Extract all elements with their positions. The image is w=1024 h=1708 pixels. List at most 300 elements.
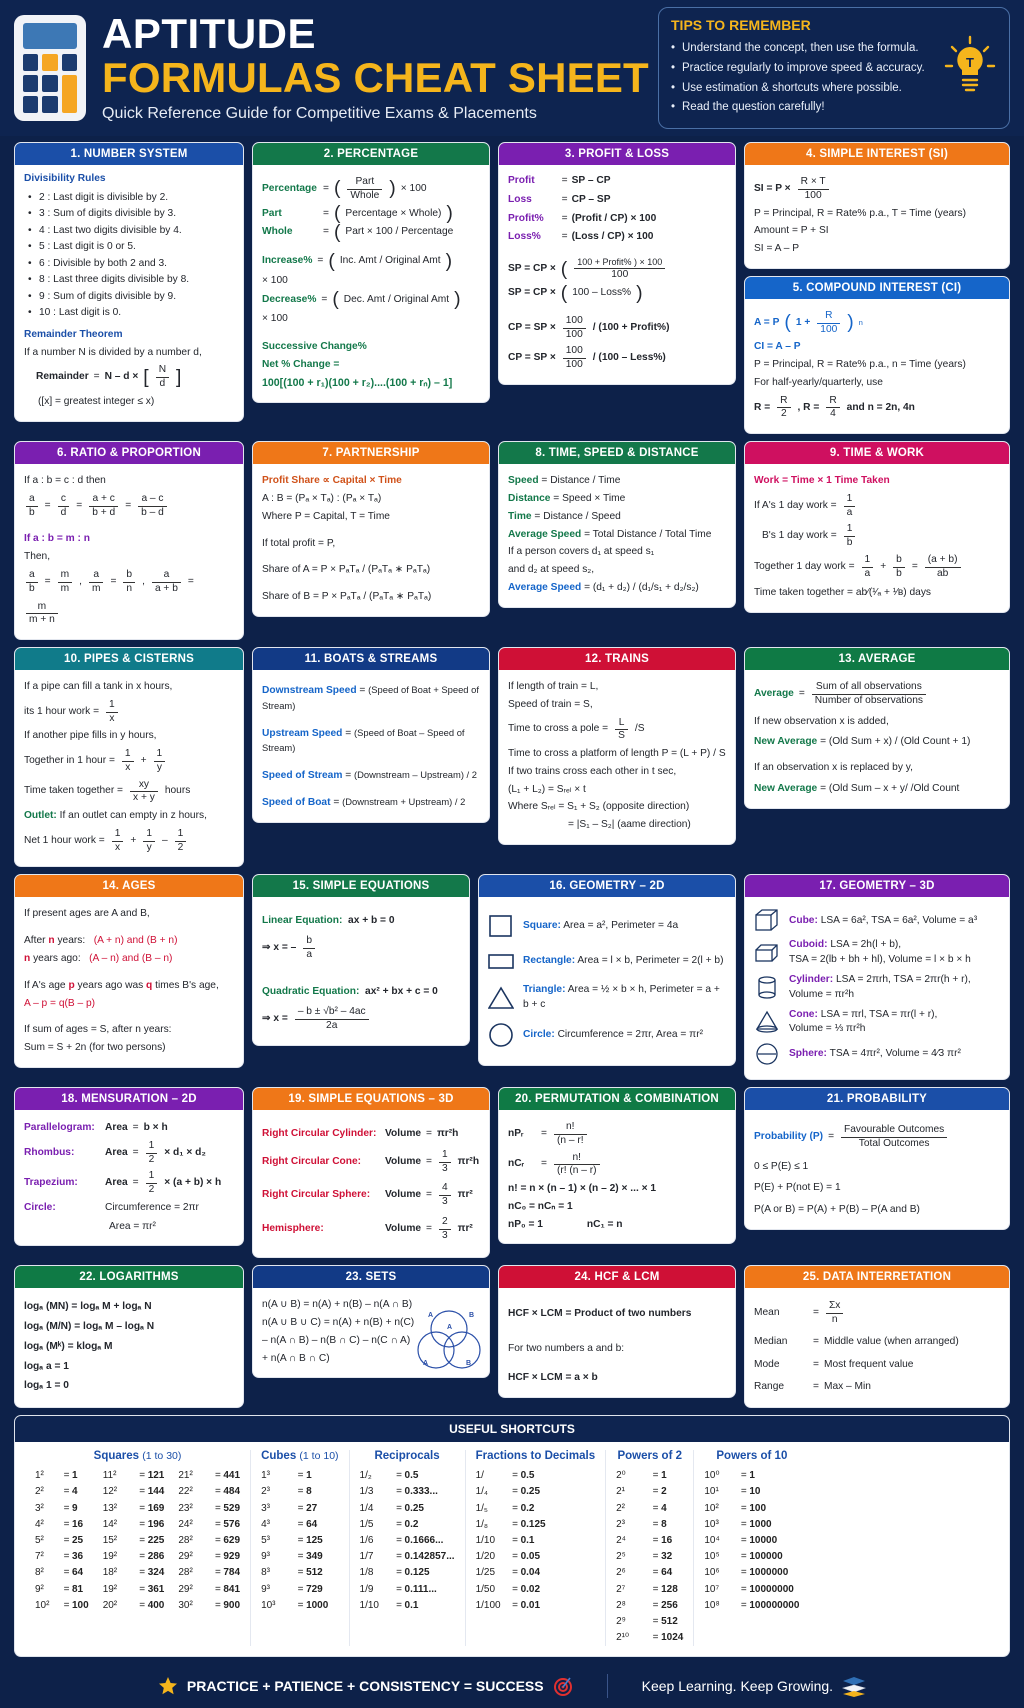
formula-rate-adjust bbox=[754, 395, 1000, 422]
equals-sign: = bbox=[798, 687, 805, 699]
formula-label: Downstream Speed bbox=[262, 685, 357, 697]
equals-sign: = bbox=[828, 1130, 835, 1142]
numerator: a + c bbox=[89, 493, 118, 507]
shape-formula-2: TSA = 2(lb + bh + hl), Volume = l × b × h bbox=[789, 954, 971, 966]
geometry3d-row-cuboid bbox=[754, 938, 1000, 968]
calculator-icon bbox=[14, 15, 86, 121]
formula-cross-pole bbox=[508, 717, 726, 744]
card-body bbox=[15, 1288, 243, 1407]
shortcut-row: 1/4 = 0.25 bbox=[359, 1502, 424, 1514]
denominator: d bbox=[159, 378, 166, 390]
calculator-screen bbox=[23, 23, 77, 49]
shortcut-row: 9³ = 729 bbox=[261, 1583, 323, 1595]
numerator: Sum of all observations bbox=[812, 681, 926, 695]
paren-open: ( bbox=[333, 202, 341, 225]
text-part: years ago: bbox=[33, 952, 81, 964]
formula-key: Volume bbox=[385, 1222, 422, 1234]
card-average bbox=[744, 647, 1010, 809]
shortcut-row: 1/ = 0.5 bbox=[475, 1470, 535, 1482]
formula-value: ax² + bx + c = 0 bbox=[365, 985, 438, 997]
formula-text: If length of train = L, bbox=[508, 681, 599, 693]
denominator: (n – r! bbox=[556, 1134, 584, 1146]
formula-probability bbox=[754, 1124, 1000, 1151]
formula-value: (Downstream – Upstream) / 2 bbox=[354, 769, 477, 781]
reciprocals-col-1 bbox=[360, 1468, 455, 1614]
paren-open: ( bbox=[328, 249, 335, 272]
fraction bbox=[154, 748, 166, 775]
denominator: 100 bbox=[611, 269, 629, 281]
paren-open: ( bbox=[784, 311, 791, 334]
card-body bbox=[15, 670, 243, 866]
denominator: 2a bbox=[326, 1020, 338, 1032]
geometry-text bbox=[789, 914, 977, 929]
venn-label: A bbox=[428, 1312, 434, 1320]
formula-tail: /S bbox=[634, 723, 645, 735]
denominator: 100 bbox=[565, 328, 583, 340]
formula-cp-loss bbox=[508, 345, 726, 372]
formula-b-day-work bbox=[762, 523, 1000, 550]
denominator: n bbox=[831, 1314, 838, 1326]
shortcut-row: 2⁵ = 32 bbox=[616, 1551, 673, 1563]
formula-average-speed: Average Speed = Total Distance / Total Time bbox=[508, 528, 712, 540]
page-title-primary: APTITUDE bbox=[102, 10, 316, 58]
formula-average-speed-2: Average Speed = (d₁ + d₂) / (d₁/s₁ + d₂/s₂) bbox=[508, 581, 699, 593]
shortcut-row: 19² = 361 bbox=[102, 1583, 165, 1595]
formula-label: Percentage bbox=[262, 182, 317, 194]
row-value: CP – SP bbox=[571, 193, 611, 205]
card-probability bbox=[744, 1087, 1010, 1230]
formula-range: 0 ≤ P(E) ≤ 1 bbox=[754, 1160, 809, 1172]
bracket-open: [ bbox=[143, 365, 149, 388]
formula-value: (Old Sum + x) / (Old Count + 1) bbox=[828, 736, 971, 748]
card-title: 15. SIMPLE EQUATIONS bbox=[253, 875, 469, 897]
table-row bbox=[508, 191, 660, 210]
numerator: a – c bbox=[138, 493, 167, 507]
shortcut-row: 10² = 100 bbox=[704, 1502, 767, 1514]
fraction bbox=[844, 523, 856, 550]
square-shape bbox=[488, 913, 514, 939]
formula-lhs: ⇒ x = bbox=[262, 1013, 288, 1025]
formula-value: (Speed of Boat – Speed of Stream) bbox=[262, 726, 465, 754]
fraction bbox=[841, 1124, 947, 1151]
card-boats-streams bbox=[252, 647, 490, 823]
shape-formula: Area = l × b, Perimeter = 2(l + b) bbox=[577, 954, 724, 966]
equals-sign: = bbox=[813, 1335, 819, 1347]
geometry3d-row-cube bbox=[754, 909, 1000, 933]
card-logarithms bbox=[14, 1265, 244, 1408]
formula-after-years bbox=[24, 934, 234, 949]
formula-body: Part × 100 / Percentage bbox=[345, 226, 454, 238]
shape-label: Triangle: bbox=[523, 984, 566, 996]
fraction bbox=[615, 717, 628, 744]
formula-share-b: Share of B = P × PₐTₐ / (PₐTₐ ∗ PₐTₐ) bbox=[262, 591, 432, 603]
numerator: n! bbox=[554, 1152, 600, 1166]
log-lhs: logₐ 1 bbox=[24, 1380, 52, 1392]
formula-sphere-volume bbox=[262, 1182, 480, 1209]
formula-new-average-added: New Average = (Old Sum + x) / (Old Count + 1) bbox=[754, 736, 971, 748]
formula-quadratic bbox=[262, 985, 460, 1000]
geometry-text bbox=[523, 983, 726, 1013]
formula-value: (d₁ + d₂) / (d₁/s₁ + d₂/s₂) bbox=[592, 581, 699, 593]
formula-legend: P = Principal, R = Rate% p.a., T = Time (years) bbox=[754, 207, 967, 219]
shortcut-row: 9³ = 349 bbox=[261, 1551, 323, 1563]
divisibility-rules-list bbox=[26, 190, 234, 322]
card-body bbox=[745, 165, 1009, 268]
denominator: b – d bbox=[141, 506, 164, 518]
card-time-speed-distance bbox=[498, 441, 736, 607]
denominator: b bbox=[846, 537, 853, 549]
formula-text: Speed of train = S, bbox=[508, 698, 593, 710]
denominator: m bbox=[91, 582, 101, 594]
shortcut-row: 11² = 121 bbox=[102, 1470, 165, 1482]
card-title: 5. COMPOUND INTEREST (CI) bbox=[745, 277, 1009, 299]
geometry-text bbox=[789, 938, 971, 968]
shape-formula: LSA = 2h(l + b), bbox=[830, 939, 902, 951]
fraction bbox=[563, 345, 586, 372]
denominator: x bbox=[125, 761, 131, 773]
shape-label: Circle: bbox=[24, 1201, 56, 1213]
numerator: 1 bbox=[844, 493, 856, 507]
formula-value: (A + n) and (B + n) bbox=[93, 935, 178, 947]
fraction bbox=[156, 364, 169, 391]
row-label: Profit bbox=[508, 175, 535, 186]
squares-col-1 bbox=[35, 1468, 89, 1614]
geometry-row-square bbox=[488, 913, 726, 939]
shortcut-row: 2⁸ = 256 bbox=[616, 1599, 678, 1611]
equals-sign: = bbox=[541, 1127, 547, 1139]
text-part: After bbox=[24, 935, 46, 947]
shape-label: Cone: bbox=[789, 1008, 818, 1020]
formula-value: × d₁ × d₂ bbox=[164, 1146, 206, 1158]
tips-item: • Use estimation & shortcuts where possible. bbox=[671, 79, 997, 99]
card-body bbox=[745, 670, 1009, 808]
shape-label: Trapezium: bbox=[24, 1177, 78, 1189]
card-body bbox=[253, 670, 489, 822]
fraction bbox=[143, 828, 155, 855]
formula-text: (L₁ + L₂) = Sᵣₑₗ × t bbox=[508, 783, 586, 795]
geometry-text bbox=[523, 1028, 703, 1043]
shortcut-row: 29² = 929 bbox=[178, 1551, 241, 1563]
formula-text: If a pipe can fill a tank in x hours, bbox=[24, 681, 173, 693]
equals-sign: = bbox=[44, 575, 51, 587]
column-title-text: Squares bbox=[93, 1450, 140, 1463]
grid-row-4 bbox=[14, 874, 1010, 1080]
formula-label: Remainder bbox=[36, 371, 89, 383]
card-ratio-proportion bbox=[14, 441, 244, 640]
formula-lhs: R = bbox=[754, 401, 771, 413]
numerator: a bbox=[26, 569, 38, 583]
card-title: 23. SETS bbox=[253, 1266, 489, 1288]
formula-text: Time to cross a pole = bbox=[508, 723, 609, 735]
denominator: b bbox=[896, 567, 902, 579]
denominator: 3 bbox=[442, 1196, 448, 1208]
formula-label: Speed of Stream bbox=[262, 770, 343, 782]
column-title bbox=[360, 1450, 455, 1462]
denominator: 2 bbox=[780, 408, 787, 420]
stat-label: Median bbox=[754, 1335, 788, 1347]
formula-range-stat bbox=[754, 1380, 1000, 1395]
fraction bbox=[58, 493, 70, 520]
formula-decrease bbox=[262, 288, 480, 328]
formula-amount bbox=[754, 310, 1000, 337]
denominator: d bbox=[60, 506, 67, 518]
calc-key bbox=[42, 75, 57, 92]
shortcut-row: 10⁶ = 1000000 bbox=[704, 1567, 789, 1579]
card-body bbox=[745, 1288, 1009, 1407]
formula-sp-loss bbox=[508, 281, 726, 304]
formula-text: Then, bbox=[24, 551, 51, 563]
shortcut-row: 2⁶ = 64 bbox=[616, 1567, 673, 1579]
fraction bbox=[862, 554, 874, 581]
log-row: logₐ (M/N) = logₐ M – logₐ N bbox=[24, 1321, 155, 1333]
formula-label: Distance bbox=[508, 492, 551, 504]
card-body bbox=[745, 1110, 1009, 1229]
formula-text: If a person covers d₁ at speed s₁ bbox=[508, 546, 655, 558]
formula-value: πr² bbox=[457, 1222, 473, 1234]
numerator: 1 bbox=[154, 748, 166, 762]
formula-body: N – d × bbox=[104, 371, 139, 383]
tips-item: • Read the question carefully! bbox=[671, 98, 997, 118]
formula-text: B's 1 day work = bbox=[762, 530, 837, 542]
numerator: Part bbox=[347, 176, 382, 190]
formula-text: If two trains cross each other in t sec, bbox=[508, 765, 677, 777]
geometry3d-row-cylinder bbox=[754, 973, 1000, 1003]
page-subtitle: Quick Reference Guide for Competitive Exams & Placements bbox=[102, 104, 537, 122]
list-item: • 4 : Last two digits divisible by 4. bbox=[26, 223, 234, 240]
comma: , bbox=[79, 575, 82, 587]
calc-key bbox=[42, 54, 57, 71]
numerator: b bbox=[123, 569, 135, 583]
paren-close: ) bbox=[636, 281, 643, 304]
geometry3d-row-cone bbox=[754, 1008, 1000, 1038]
formula-hemisphere-volume bbox=[262, 1216, 480, 1243]
formula-text: Where Sᵣₑₗ = S₁ + S₂ (opposite direction) bbox=[508, 801, 690, 813]
section-label: Successive Change% bbox=[262, 341, 367, 353]
formula-whole bbox=[262, 220, 480, 243]
formula-text: If new observation x is added, bbox=[754, 715, 889, 727]
denominator: m + n bbox=[29, 614, 55, 626]
shortcut-row: 13² = 169 bbox=[102, 1502, 165, 1514]
shortcut-row: 1/20 = 0.05 bbox=[475, 1551, 541, 1563]
fraction bbox=[146, 1140, 158, 1167]
formula-tail: hours bbox=[164, 785, 191, 797]
shortcut-row: 22² = 484 bbox=[178, 1486, 241, 1498]
card-title: 6. RATIO & PROPORTION bbox=[15, 442, 243, 464]
formula-label: Net % Change = bbox=[262, 358, 340, 370]
formula-body: 100 – Loss% bbox=[572, 287, 632, 299]
variable: p bbox=[68, 979, 75, 991]
denominator: 2 bbox=[148, 1153, 155, 1165]
shortcut-row: 1/3 = 0.333... bbox=[359, 1486, 438, 1498]
shortcuts-col-squares bbox=[25, 1450, 250, 1646]
formula-tail: / (100 + Profit%) bbox=[592, 321, 670, 333]
venn-label: A bbox=[423, 1360, 429, 1368]
card-body bbox=[745, 464, 1009, 612]
venn-label: A bbox=[447, 1324, 453, 1332]
formula-amount: Amount = P + SI bbox=[754, 225, 829, 237]
equals-sign: = bbox=[44, 499, 51, 511]
card-title: 11. BOATS & STREAMS bbox=[253, 648, 489, 670]
row-label: Profit% bbox=[508, 212, 544, 224]
numerator: 1 bbox=[439, 1149, 451, 1163]
card-body bbox=[479, 897, 735, 1065]
books-icon bbox=[842, 1675, 866, 1697]
shortcuts-title: USEFUL SHORTCUTS bbox=[15, 1416, 1009, 1442]
fraction bbox=[798, 176, 829, 203]
formula-ncr bbox=[508, 1152, 726, 1179]
formula-grid bbox=[0, 136, 1024, 1657]
column-title bbox=[261, 1450, 338, 1462]
useful-shortcuts-panel bbox=[14, 1415, 1010, 1657]
formula-time-taken bbox=[24, 779, 234, 806]
calc-key bbox=[23, 75, 38, 92]
card-title: 21. PROBABILITY bbox=[745, 1088, 1009, 1110]
formula-label: Time bbox=[508, 510, 532, 522]
section-label: Divisibility Rules bbox=[24, 173, 106, 184]
denominator: y bbox=[146, 841, 152, 853]
card-simple-equations-3d bbox=[252, 1087, 490, 1258]
formula-mid: , R = bbox=[797, 401, 820, 413]
calc-key bbox=[23, 96, 38, 113]
numerator: n! bbox=[554, 1121, 587, 1135]
log-lhs: logₐ a bbox=[24, 1360, 52, 1372]
calc-key bbox=[23, 54, 38, 71]
card-body bbox=[253, 1288, 489, 1377]
star-icon bbox=[158, 1676, 178, 1696]
denominator: 3 bbox=[442, 1162, 448, 1174]
shortcut-row: 2³ = 8 bbox=[261, 1486, 312, 1498]
numerator: 100 + Profit% ) × 100 bbox=[574, 257, 665, 269]
shortcut-row: 10⁰ = 1 bbox=[704, 1470, 755, 1482]
card-percentage bbox=[252, 142, 490, 403]
shortcut-row: 2⁷ = 128 bbox=[616, 1583, 678, 1595]
shortcut-row: 10¹ = 10 bbox=[704, 1486, 761, 1498]
formula-lhs: CP = SP × bbox=[508, 352, 556, 364]
card-title: 20. PERMUTATION & COMBINATION bbox=[499, 1088, 735, 1110]
shortcut-row: 10² = 100 bbox=[35, 1599, 89, 1611]
formula-label: Outlet: bbox=[24, 810, 57, 822]
formula-body: Dec. Amt / Original Amt bbox=[343, 293, 450, 305]
equals-sign: = bbox=[323, 207, 329, 219]
formula-text: its 1 hour work = bbox=[24, 705, 100, 717]
formula-median bbox=[754, 1335, 1000, 1350]
formula-union-3: n(A ∪ B ∪ C) = n(A) + n(B) + n(C) bbox=[262, 1317, 415, 1329]
formula-key: Area bbox=[105, 1122, 128, 1134]
powers2-col-1 bbox=[616, 1468, 683, 1646]
page-header bbox=[0, 0, 1024, 136]
formula-key: Volume bbox=[385, 1189, 422, 1201]
numerator: m bbox=[58, 569, 73, 583]
formula-label: Linear Equation: bbox=[262, 915, 343, 927]
geometry-row-circle bbox=[488, 1022, 726, 1048]
shape-label: Cylinder: bbox=[789, 973, 834, 985]
shortcut-row: 1³ = 1 bbox=[261, 1470, 312, 1482]
shape-formula: LSA = πrl, TSA = πr(l + r), bbox=[820, 1008, 938, 1020]
formula-text: Where P = Capital, T = Time bbox=[262, 510, 390, 522]
shortcuts-col-cubes bbox=[250, 1450, 348, 1646]
equals-sign: = bbox=[125, 499, 132, 511]
denominator: 2 bbox=[177, 841, 184, 853]
formula-value: πr²h bbox=[437, 1128, 459, 1140]
shortcut-row: 1/50 = 0.02 bbox=[475, 1583, 541, 1595]
fraction bbox=[554, 1121, 587, 1148]
formula-text: If an outlet can empty in z hours, bbox=[59, 810, 207, 822]
stat-value: Middle value (when arranged) bbox=[823, 1335, 959, 1347]
column-title bbox=[616, 1450, 683, 1462]
formula-time: Time = Distance / Speed bbox=[508, 510, 621, 522]
card-trains bbox=[498, 647, 736, 845]
stat-value: Max – Min bbox=[823, 1381, 871, 1393]
table-row bbox=[508, 228, 660, 247]
squares-col-3 bbox=[178, 1468, 240, 1614]
numerator: L bbox=[615, 717, 628, 731]
shortcut-row: 2² = 4 bbox=[35, 1486, 78, 1498]
equals-sign: = bbox=[317, 255, 324, 267]
formula-percentage bbox=[262, 176, 480, 203]
numerator: – b ± √b² – 4ac bbox=[295, 1006, 369, 1020]
list-item: • 6 : Divisible by both 2 and 3. bbox=[26, 256, 234, 273]
formula-union-2: n(A ∪ B) = n(A) + n(B) – n(A ∩ B) bbox=[262, 1299, 413, 1311]
shortcut-row: 2⁴ = 16 bbox=[616, 1535, 673, 1546]
paren-close: ) bbox=[389, 177, 396, 200]
venn-diagram bbox=[413, 1307, 485, 1375]
card-body bbox=[499, 1288, 735, 1396]
numerator: (a + b) bbox=[925, 554, 961, 568]
formula-pipe-1hr bbox=[24, 699, 234, 726]
denominator: 4 bbox=[830, 408, 836, 420]
sphere-shape bbox=[754, 1042, 780, 1066]
shortcut-row: 21² = 441 bbox=[178, 1470, 241, 1482]
equals-sign: = bbox=[541, 1158, 547, 1170]
shortcut-row: 1/10 = 0.1 bbox=[475, 1535, 535, 1546]
numerator: m bbox=[26, 601, 58, 615]
numerator: 100 bbox=[563, 345, 586, 359]
formula-linear bbox=[262, 914, 460, 929]
formula-ci: CI = A – P bbox=[754, 341, 801, 353]
geometry-text bbox=[523, 954, 723, 969]
formula-value: Total Distance / Total Time bbox=[592, 528, 712, 540]
formula-new-average-replaced: New Average = (Old Sum – x + y/ /Old Count bbox=[754, 782, 960, 794]
card-title: 16. GEOMETRY – 2D bbox=[479, 875, 735, 897]
fraction bbox=[175, 828, 187, 855]
formula-label: Probability (P) bbox=[754, 1130, 824, 1142]
formula-value: πr² bbox=[457, 1189, 473, 1201]
formula-text: If a : b = m : n bbox=[24, 533, 90, 545]
equals-sign: = bbox=[132, 1177, 139, 1189]
shape-formula: Area = ½ × b × h, Perimeter = a + b + c bbox=[523, 984, 720, 1011]
numerator: 1 bbox=[175, 828, 187, 842]
numerator: b bbox=[303, 935, 315, 949]
denominator: a + b bbox=[154, 582, 178, 594]
shortcut-row: 10³ = 1000 bbox=[704, 1518, 772, 1530]
denominator: a bbox=[864, 567, 871, 579]
formula-value: Circumference = 2πr bbox=[105, 1201, 199, 1213]
shortcut-row: 4² = 16 bbox=[35, 1518, 84, 1530]
formula-stream-speed: Speed of Stream = (Downstream – Upstream) / 2 bbox=[262, 769, 477, 782]
powers10-col-1 bbox=[704, 1468, 799, 1614]
footer-divider bbox=[607, 1674, 608, 1698]
equals-sign: = bbox=[132, 1146, 139, 1158]
formula-text: If total profit = P, bbox=[262, 537, 336, 549]
formula-linear-solution bbox=[262, 935, 460, 962]
formula-speed: Speed = Distance / Time bbox=[508, 475, 621, 487]
formula-sum: Sum = S + 2n (for two persons) bbox=[24, 1042, 166, 1054]
geometry-text bbox=[789, 973, 971, 1003]
shortcut-row: 8² = 64 bbox=[35, 1567, 84, 1579]
header-title-block bbox=[102, 10, 649, 123]
shape-label: Right Circular Cone: bbox=[262, 1155, 362, 1167]
formula-nc0: nC₀ = nCₙ = 1 bbox=[508, 1200, 573, 1212]
